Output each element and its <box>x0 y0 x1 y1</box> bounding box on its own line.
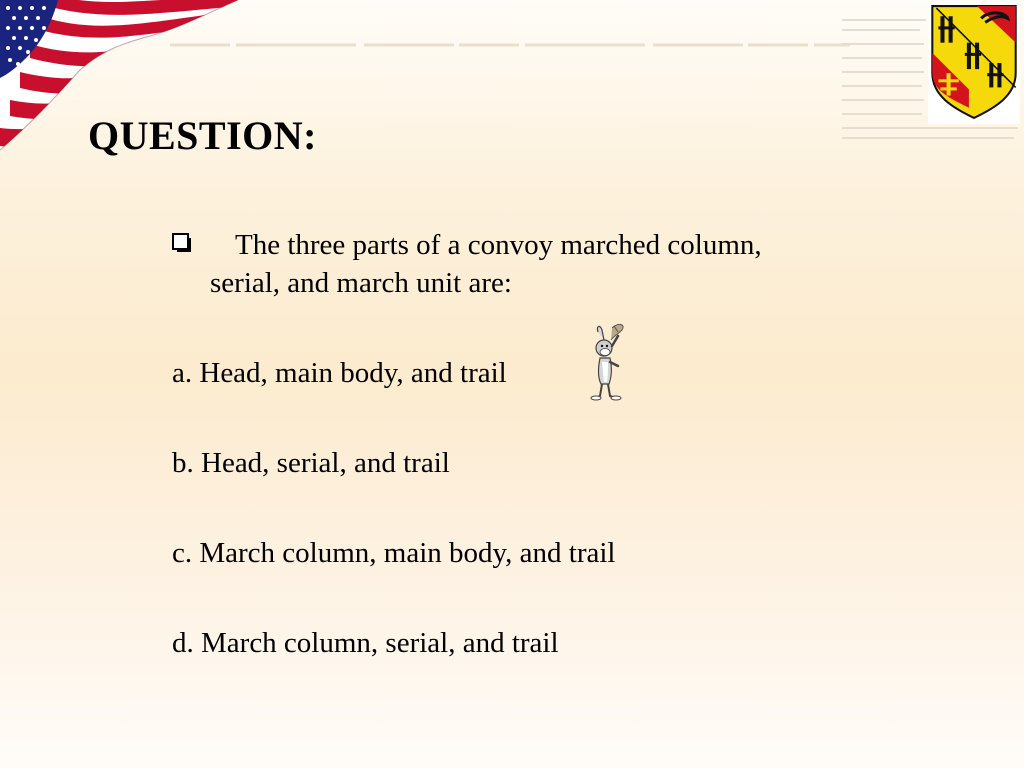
crest-panel <box>838 0 1024 145</box>
question-line-2: serial, and march unit are: <box>210 267 512 299</box>
header-rule <box>170 38 850 52</box>
answer-option-c: c. March column, main body, and trail <box>172 537 616 569</box>
checkbox-bullet-icon <box>172 233 192 253</box>
slide-title: QUESTION: <box>88 113 317 158</box>
answer-option-d: d. March column, serial, and trail <box>172 627 559 659</box>
unit-crest-icon <box>928 2 1020 124</box>
question-line-1: The three parts of a convoy marched column, <box>235 229 762 261</box>
answer-option-b: b. Head, serial, and trail <box>172 447 450 479</box>
waving-rabbit-icon <box>584 322 630 402</box>
answer-option-a: a. Head, main body, and trail <box>172 357 507 389</box>
